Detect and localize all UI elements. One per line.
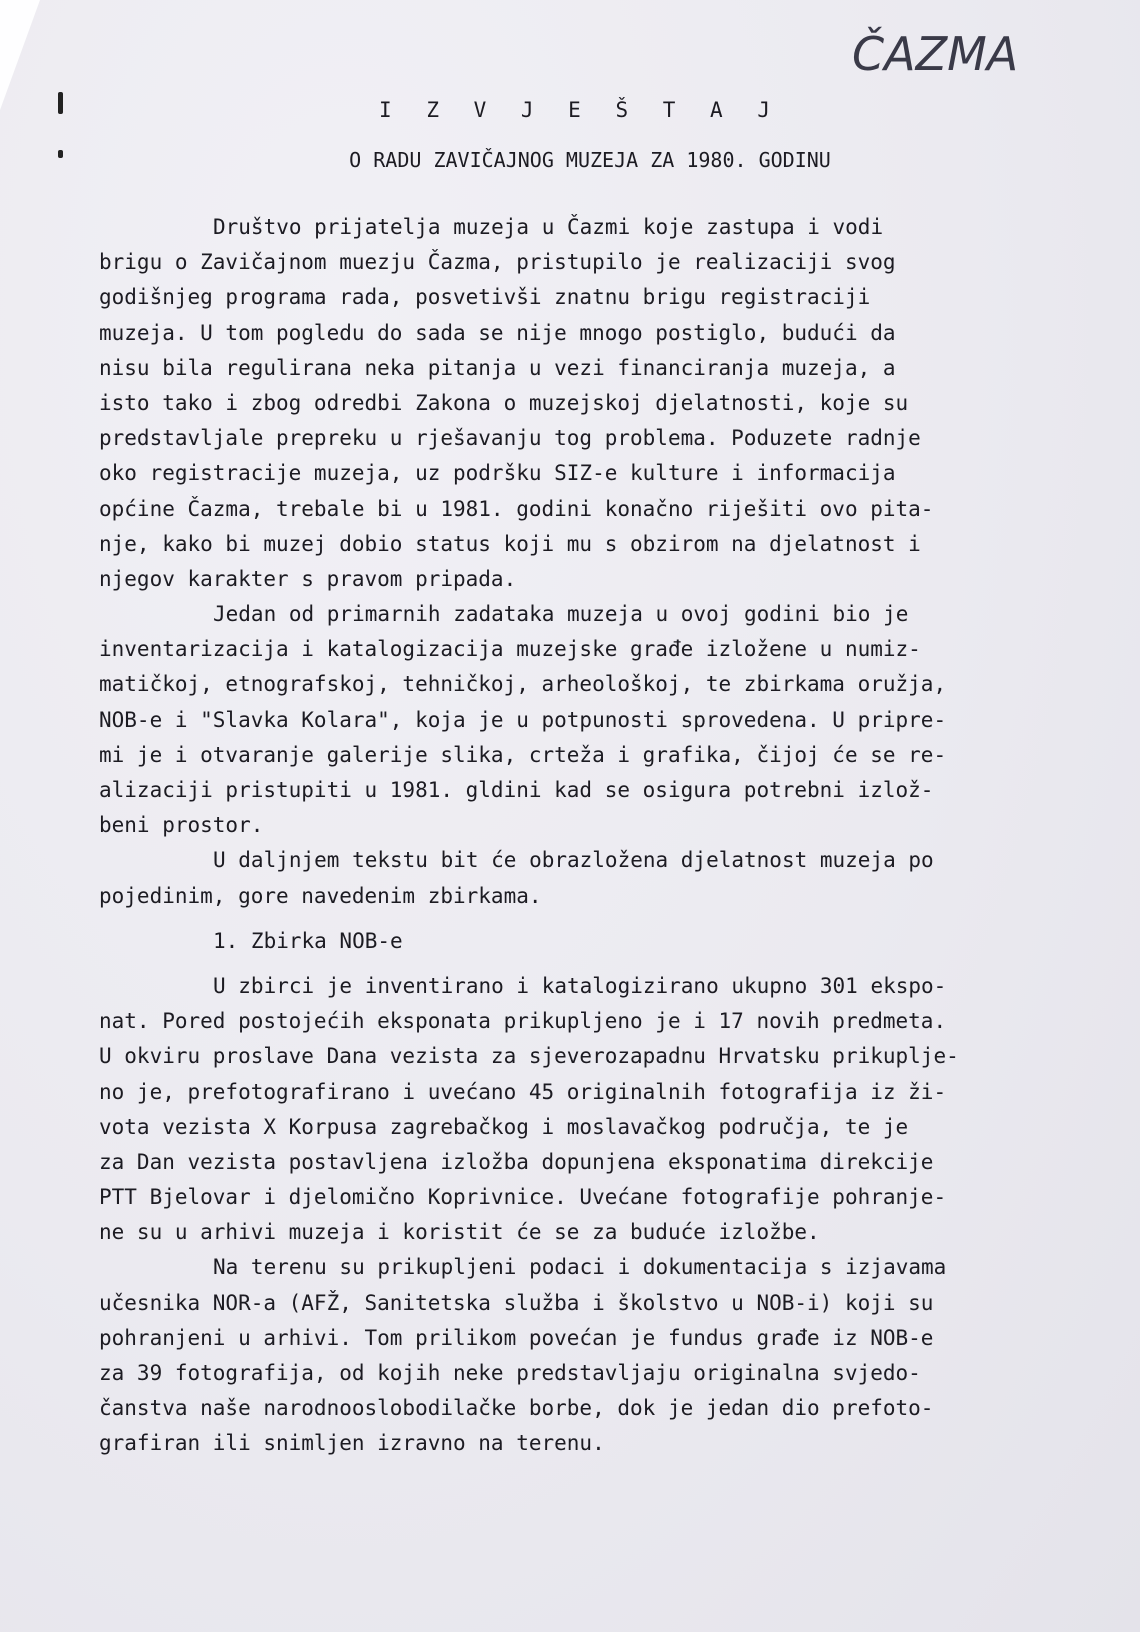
text-line: za Dan vezista postavljena izložba dopunjena eksponatima direkcije <box>99 1149 934 1174</box>
text-line: učesnika NOR-a (AFŽ, Sanitetska služba i školstvo u NOB-i) koji su <box>99 1290 934 1315</box>
text-line: grafiran ili snimljen izravno na terenu. <box>99 1431 605 1456</box>
section-heading: 1. Zbirka NOB-e <box>213 928 403 953</box>
text-line: muzeja. U tom pogledu do sada se nije mnogo postiglo, budući da <box>99 320 896 345</box>
text-line: njegov karakter s pravom pripada. <box>99 566 517 591</box>
document-subtitle: O RADU ZAVIČAJNOG MUZEJA ZA 1980. GODINU <box>349 148 831 172</box>
text-line: NOB-e i "Slavka Kolara", koja je u potpunosti sprovedena. U pripre- <box>99 707 947 732</box>
text-line: pohranjeni u arhivi. Tom prilikom povećan je fundus građe iz NOB-e <box>99 1325 934 1350</box>
text-line: predstavljale prepreku u rješavanju tog problema. Poduzete radnje <box>99 426 921 451</box>
text-line: nat. Pored postojećih eksponata prikupljeno je i 17 novih predmeta. <box>99 1009 947 1034</box>
text-line: U zbirci je inventirano i katalogizirano ukupno 301 ekspo- <box>213 973 947 998</box>
text-line: Društvo prijatelja muzeja u Čazmi koje zastupa i vodi <box>213 215 884 239</box>
text-line: oko registracije muzeja, uz podršku SIZ-e kulture i informacija <box>99 461 896 486</box>
document-title: I Z V J E Š T A J <box>379 98 781 122</box>
text-line: mi je i otvaranje galerije slika, crteža i grafika, čijoj će se re- <box>99 742 947 767</box>
handwritten-note-text: ČAZMA <box>852 27 1019 81</box>
text-line: beni prostor. <box>99 813 264 838</box>
text-line: čanstva naše narodnooslobodilačke borbe, dok je jedan dio prefoto- <box>99 1396 934 1421</box>
text-line: pojedinim, gore navedenim zbirkama. <box>99 883 542 908</box>
text-line: U daljnjem tekstu bit će obrazložena djelatnost muzeja po <box>213 848 934 873</box>
text-line: vota vezista X Korpusa zagrebačkog i moslavačkog područja, te je <box>99 1114 909 1139</box>
text-line: nisu bila regulirana neka pitanja u vezi financiranja muzeja, a <box>99 355 896 380</box>
document-body <box>99 210 1049 1462</box>
text-line: godišnjeg programa rada, posvetivši znatnu brigu registraciji <box>99 285 871 310</box>
text-line: za 39 fotografija, od kojih neke predstavljaju originalna svjedo- <box>99 1361 921 1385</box>
text-line: no je, prefotografirano i uvećano 45 originalnih fotografija iz ži- <box>99 1079 947 1104</box>
text-line: općine Čazma, trebale bi u 1981. godini konačno riješiti ovo pita- <box>99 496 934 521</box>
text-line: matičkoj, etnografskoj, tehničkoj, arheološkoj, te zbirkama oružja, <box>99 672 947 697</box>
handwritten-note <box>848 18 1048 88</box>
text-line: U okviru proslave Dana vezista za sjeverozapadnu Hrvatsku prikuplje- <box>99 1044 959 1069</box>
text-line: Jedan od primarnih zadataka muzeja u ovoj godini bio je <box>213 602 909 627</box>
text-line: Na terenu su prikupljeni podaci i dokumentacija s izjavama <box>213 1255 947 1280</box>
text-line: isto tako i zbog odredbi Zakona o muzejskoj djelatnosti, koje su <box>99 390 909 415</box>
text-line: alizaciji pristupiti u 1981. gldini kad se osigura potrebni izlož- <box>99 778 934 802</box>
text-line: PTT Bjelovar i djelomično Koprivnice. Uvećane fotografije pohranje- <box>99 1185 947 1210</box>
text-line: inventarizacija i katalogizacija muzejske građe izložene u numiz- <box>99 637 921 662</box>
text-line: nje, kako bi muzej dobio status koji mu s obzirom na djelatnost i <box>99 531 921 556</box>
folded-corner <box>0 0 40 110</box>
text-line: ne su u arhivi muzeja i koristit će se za buduće izložbe. <box>99 1220 820 1245</box>
text-line: brigu o Zavičajnom muezju Čazma, pristupilo je realizaciji svog <box>99 250 896 275</box>
